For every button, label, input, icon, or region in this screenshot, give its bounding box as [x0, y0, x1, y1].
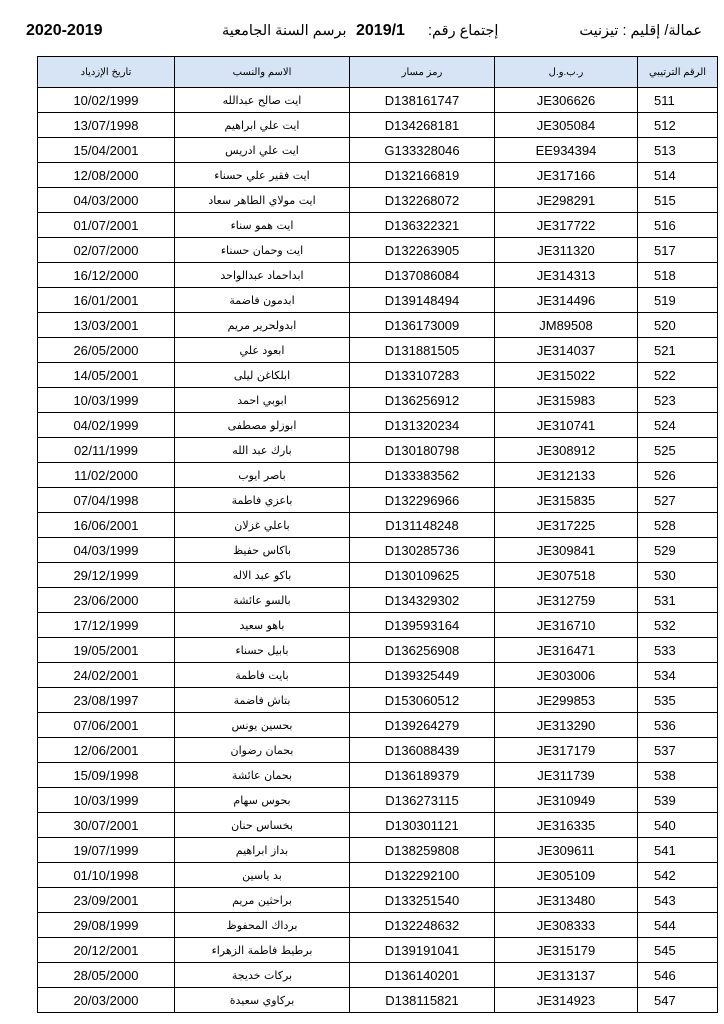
cell-massar: D133107283 — [350, 363, 495, 388]
cell-cin: JE309611 — [495, 838, 638, 863]
cell-birth-date: 29/12/1999 — [38, 563, 175, 588]
cell-name: بحمان عائشة — [175, 763, 350, 788]
cell-name: برطيط فاطمة الزهراء — [175, 938, 350, 963]
cell-name: بخساس حنان — [175, 813, 350, 838]
cell-massar: D132292100 — [350, 863, 495, 888]
table-row — [38, 763, 718, 788]
cell-cin: JE315022 — [495, 363, 638, 388]
cell-rank: 517 — [638, 238, 718, 263]
table-row — [38, 188, 718, 213]
cell-birth-date: 20/03/2000 — [38, 988, 175, 1013]
table-row — [38, 888, 718, 913]
cell-name: باعلي غزلان — [175, 513, 350, 538]
cell-rank: 539 — [638, 788, 718, 813]
cell-massar: D138259808 — [350, 838, 495, 863]
cell-cin: JE311320 — [495, 238, 638, 263]
cell-name: ابلكاغن ليلى — [175, 363, 350, 388]
cell-birth-date: 15/09/1998 — [38, 763, 175, 788]
cell-cin: JE308912 — [495, 438, 638, 463]
cell-massar: D130109625 — [350, 563, 495, 588]
cell-cin: JE306626 — [495, 88, 638, 113]
cell-cin: JE312133 — [495, 463, 638, 488]
cell-name: باعزي فاطمة — [175, 488, 350, 513]
cell-name: ابدمون فاضمة — [175, 288, 350, 313]
cell-massar: D136189379 — [350, 763, 495, 788]
cell-rank: 540 — [638, 813, 718, 838]
table-row — [38, 963, 718, 988]
table-row — [38, 938, 718, 963]
cell-name: ايت صالح عبدالله — [175, 88, 350, 113]
cell-name: ابداحماد عبدالواحد — [175, 263, 350, 288]
cell-birth-date: 04/03/1999 — [38, 538, 175, 563]
cell-cin: JE317722 — [495, 213, 638, 238]
cell-cin: JE298291 — [495, 188, 638, 213]
table-row — [38, 213, 718, 238]
cell-rank: 526 — [638, 463, 718, 488]
cell-name: ايت فقير علي حسناء — [175, 163, 350, 188]
cell-rank: 531 — [638, 588, 718, 613]
cell-birth-date: 07/04/1998 — [38, 488, 175, 513]
cell-rank: 542 — [638, 863, 718, 888]
cell-massar: D131148248 — [350, 513, 495, 538]
cell-birth-date: 17/12/1999 — [38, 613, 175, 638]
cell-name: بد ياسين — [175, 863, 350, 888]
cell-birth-date: 07/06/2001 — [38, 713, 175, 738]
cell-name: بداز ابراهيم — [175, 838, 350, 863]
table-row — [38, 688, 718, 713]
cell-name: ايت علي ادريس — [175, 138, 350, 163]
table-row — [38, 88, 718, 113]
cell-birth-date: 28/05/2000 — [38, 963, 175, 988]
students-table — [37, 56, 718, 1013]
cell-birth-date: 10/02/1999 — [38, 88, 175, 113]
cell-rank: 512 — [638, 113, 718, 138]
cell-massar: D136173009 — [350, 313, 495, 338]
cell-cin: JE303006 — [495, 663, 638, 688]
table-body — [38, 88, 718, 1013]
cell-rank: 532 — [638, 613, 718, 638]
cell-birth-date: 20/12/2001 — [38, 938, 175, 963]
table-row — [38, 138, 718, 163]
cell-name: باكاس حفيظ — [175, 538, 350, 563]
cell-birth-date: 19/05/2001 — [38, 638, 175, 663]
table-row — [38, 463, 718, 488]
cell-name: ابعود علي — [175, 338, 350, 363]
cell-rank: 519 — [638, 288, 718, 313]
meeting-label: إجتماع رقم: — [428, 23, 499, 39]
cell-rank: 525 — [638, 438, 718, 463]
cell-massar: D138161747 — [350, 88, 495, 113]
table-row — [38, 438, 718, 463]
cell-cin: JE314923 — [495, 988, 638, 1013]
cell-cin: JE316471 — [495, 638, 638, 663]
cell-name: بحسين يونس — [175, 713, 350, 738]
cell-massar: D132248632 — [350, 913, 495, 938]
cell-massar: D139191041 — [350, 938, 495, 963]
cell-cin: EE934394 — [495, 138, 638, 163]
cell-massar: D132166819 — [350, 163, 495, 188]
cell-rank: 537 — [638, 738, 718, 763]
cell-massar: D134329302 — [350, 588, 495, 613]
cell-birth-date: 12/08/2000 — [38, 163, 175, 188]
cell-name: بالسو عائشة — [175, 588, 350, 613]
cell-massar: D133383562 — [350, 463, 495, 488]
cell-rank: 528 — [638, 513, 718, 538]
cell-cin: JE316335 — [495, 813, 638, 838]
cell-birth-date: 10/03/1999 — [38, 388, 175, 413]
cell-rank: 520 — [638, 313, 718, 338]
cell-rank: 524 — [638, 413, 718, 438]
cell-name: بركات خديجة — [175, 963, 350, 988]
cell-cin: JE317179 — [495, 738, 638, 763]
cell-name: بارك عبد الله — [175, 438, 350, 463]
cell-massar: D132263905 — [350, 238, 495, 263]
cell-rank: 529 — [638, 538, 718, 563]
cell-massar: D134268181 — [350, 113, 495, 138]
cell-name: بتاش فاضمة — [175, 688, 350, 713]
col-cin: ر.ب.و.ل — [495, 57, 638, 88]
cell-name: ايت مولاي الطاهر سعاد — [175, 188, 350, 213]
cell-name: بايت فاطمة — [175, 663, 350, 688]
cell-massar: D136273115 — [350, 788, 495, 813]
table-row — [38, 613, 718, 638]
cell-massar: D136140201 — [350, 963, 495, 988]
table-row — [38, 588, 718, 613]
cell-cin: JE310949 — [495, 788, 638, 813]
table-row — [38, 913, 718, 938]
cell-rank: 543 — [638, 888, 718, 913]
cell-birth-date: 02/11/1999 — [38, 438, 175, 463]
cell-rank: 511 — [638, 88, 718, 113]
cell-name: برداك المحفوظ — [175, 913, 350, 938]
cell-cin: JE313290 — [495, 713, 638, 738]
cell-cin: JE305109 — [495, 863, 638, 888]
cell-birth-date: 24/02/2001 — [38, 663, 175, 688]
cell-massar: D139593164 — [350, 613, 495, 638]
cell-name: ابوبي احمد — [175, 388, 350, 413]
table-header-row — [38, 57, 718, 88]
cell-rank: 516 — [638, 213, 718, 238]
cell-birth-date: 13/07/1998 — [38, 113, 175, 138]
table-row — [38, 288, 718, 313]
cell-birth-date: 11/02/2000 — [38, 463, 175, 488]
cell-massar: G133328046 — [350, 138, 495, 163]
cell-rank: 521 — [638, 338, 718, 363]
cell-name: بابيل حسناء — [175, 638, 350, 663]
cell-birth-date: 01/07/2001 — [38, 213, 175, 238]
province-label: عمالة/ إقليم : تيزنيت — [579, 23, 702, 39]
cell-rank: 518 — [638, 263, 718, 288]
cell-name: ايت وحمان حسناء — [175, 238, 350, 263]
cell-birth-date: 12/06/2001 — [38, 738, 175, 763]
table-row — [38, 838, 718, 863]
cell-massar: D130285736 — [350, 538, 495, 563]
cell-massar: D139148494 — [350, 288, 495, 313]
cell-rank: 544 — [638, 913, 718, 938]
table-row — [38, 788, 718, 813]
cell-cin: JE317225 — [495, 513, 638, 538]
cell-massar: D136256912 — [350, 388, 495, 413]
col-massar: رمز مسار — [350, 57, 495, 88]
cell-rank: 527 — [638, 488, 718, 513]
cell-cin: JE316710 — [495, 613, 638, 638]
cell-birth-date: 15/04/2001 — [38, 138, 175, 163]
cell-massar: D131320234 — [350, 413, 495, 438]
cell-birth-date: 29/08/1999 — [38, 913, 175, 938]
col-birth-date: تاريخ الإزدياد — [38, 57, 175, 88]
academic-year: 2020-2019 — [26, 22, 103, 39]
cell-massar: D153060512 — [350, 688, 495, 713]
cell-birth-date: 16/06/2001 — [38, 513, 175, 538]
cell-massar: D132268072 — [350, 188, 495, 213]
cell-cin: JE314037 — [495, 338, 638, 363]
cell-birth-date: 19/07/1999 — [38, 838, 175, 863]
table-row — [38, 863, 718, 888]
table-row — [38, 313, 718, 338]
cell-massar: D132296966 — [350, 488, 495, 513]
cell-name: براحثين مريم — [175, 888, 350, 913]
cell-name: بحمان رضوان — [175, 738, 350, 763]
cell-birth-date: 04/02/1999 — [38, 413, 175, 438]
table-row — [38, 738, 718, 763]
cell-rank: 522 — [638, 363, 718, 388]
cell-birth-date: 23/06/2000 — [38, 588, 175, 613]
table-row — [38, 263, 718, 288]
cell-cin: JE314313 — [495, 263, 638, 288]
cell-birth-date: 04/03/2000 — [38, 188, 175, 213]
cell-massar: D139325449 — [350, 663, 495, 688]
table-row — [38, 713, 718, 738]
cell-birth-date: 02/07/2000 — [38, 238, 175, 263]
cell-cin: JE307518 — [495, 563, 638, 588]
cell-birth-date: 26/05/2000 — [38, 338, 175, 363]
cell-cin: JE315835 — [495, 488, 638, 513]
cell-massar: D136322321 — [350, 213, 495, 238]
table-row — [38, 488, 718, 513]
cell-cin: JE299853 — [495, 688, 638, 713]
table-row — [38, 813, 718, 838]
cell-name: باهو سعيد — [175, 613, 350, 638]
table-row — [38, 163, 718, 188]
cell-massar: D130301121 — [350, 813, 495, 838]
cell-cin: JE305084 — [495, 113, 638, 138]
cell-birth-date: 23/08/1997 — [38, 688, 175, 713]
table-row — [38, 513, 718, 538]
cell-name: باكو عبد الاله — [175, 563, 350, 588]
cell-name: ايت علي ابراهيم — [175, 113, 350, 138]
cell-cin: JE311739 — [495, 763, 638, 788]
table-row — [38, 363, 718, 388]
cell-cin: JE314496 — [495, 288, 638, 313]
cell-massar: D136256908 — [350, 638, 495, 663]
cell-rank: 534 — [638, 663, 718, 688]
table-row — [38, 338, 718, 363]
table-row — [38, 663, 718, 688]
cell-cin: JE315983 — [495, 388, 638, 413]
page-header — [26, 18, 702, 44]
col-rank: الرقم الترتيبي — [638, 57, 718, 88]
meeting-number: 2019/1 — [356, 22, 405, 39]
cell-name: بركاوي سعيدة — [175, 988, 350, 1013]
cell-rank: 538 — [638, 763, 718, 788]
cell-cin: JE310741 — [495, 413, 638, 438]
cell-cin: JE312759 — [495, 588, 638, 613]
cell-rank: 546 — [638, 963, 718, 988]
cell-name: بحوس سهام — [175, 788, 350, 813]
cell-massar: D138115821 — [350, 988, 495, 1013]
cell-rank: 513 — [638, 138, 718, 163]
cell-birth-date: 16/12/2000 — [38, 263, 175, 288]
cell-massar: D130180798 — [350, 438, 495, 463]
cell-rank: 541 — [638, 838, 718, 863]
cell-birth-date: 14/05/2001 — [38, 363, 175, 388]
cell-birth-date: 30/07/2001 — [38, 813, 175, 838]
cell-name: ابدولحرير مريم — [175, 313, 350, 338]
table-row — [38, 638, 718, 663]
table-row — [38, 413, 718, 438]
cell-birth-date: 23/09/2001 — [38, 888, 175, 913]
cell-rank: 547 — [638, 988, 718, 1013]
table-row — [38, 238, 718, 263]
table-row — [38, 563, 718, 588]
cell-cin: JE313480 — [495, 888, 638, 913]
table-row — [38, 538, 718, 563]
cell-massar: D136088439 — [350, 738, 495, 763]
cell-birth-date: 01/10/1998 — [38, 863, 175, 888]
cell-birth-date: 13/03/2001 — [38, 313, 175, 338]
cell-massar: D137086084 — [350, 263, 495, 288]
cell-name: ابوزلو مصطفى — [175, 413, 350, 438]
cell-cin: JE317166 — [495, 163, 638, 188]
academic-year-label: برسم السنة الجامعية — [222, 23, 347, 39]
table-row — [38, 988, 718, 1013]
cell-cin: JE309841 — [495, 538, 638, 563]
cell-cin: JE308333 — [495, 913, 638, 938]
cell-massar: D133251540 — [350, 888, 495, 913]
table-row — [38, 113, 718, 138]
cell-rank: 530 — [638, 563, 718, 588]
cell-rank: 523 — [638, 388, 718, 413]
cell-rank: 533 — [638, 638, 718, 663]
cell-rank: 536 — [638, 713, 718, 738]
cell-rank: 535 — [638, 688, 718, 713]
cell-massar: D139264279 — [350, 713, 495, 738]
col-name: الاسم والنسب — [175, 57, 350, 88]
cell-cin: JE315179 — [495, 938, 638, 963]
table-row — [38, 388, 718, 413]
cell-cin: JM89508 — [495, 313, 638, 338]
cell-rank: 515 — [638, 188, 718, 213]
cell-name: ايت همو سناء — [175, 213, 350, 238]
cell-rank: 514 — [638, 163, 718, 188]
cell-name: باصر ايوب — [175, 463, 350, 488]
cell-birth-date: 10/03/1999 — [38, 788, 175, 813]
cell-rank: 545 — [638, 938, 718, 963]
cell-birth-date: 16/01/2001 — [38, 288, 175, 313]
cell-massar: D131881505 — [350, 338, 495, 363]
cell-cin: JE313137 — [495, 963, 638, 988]
